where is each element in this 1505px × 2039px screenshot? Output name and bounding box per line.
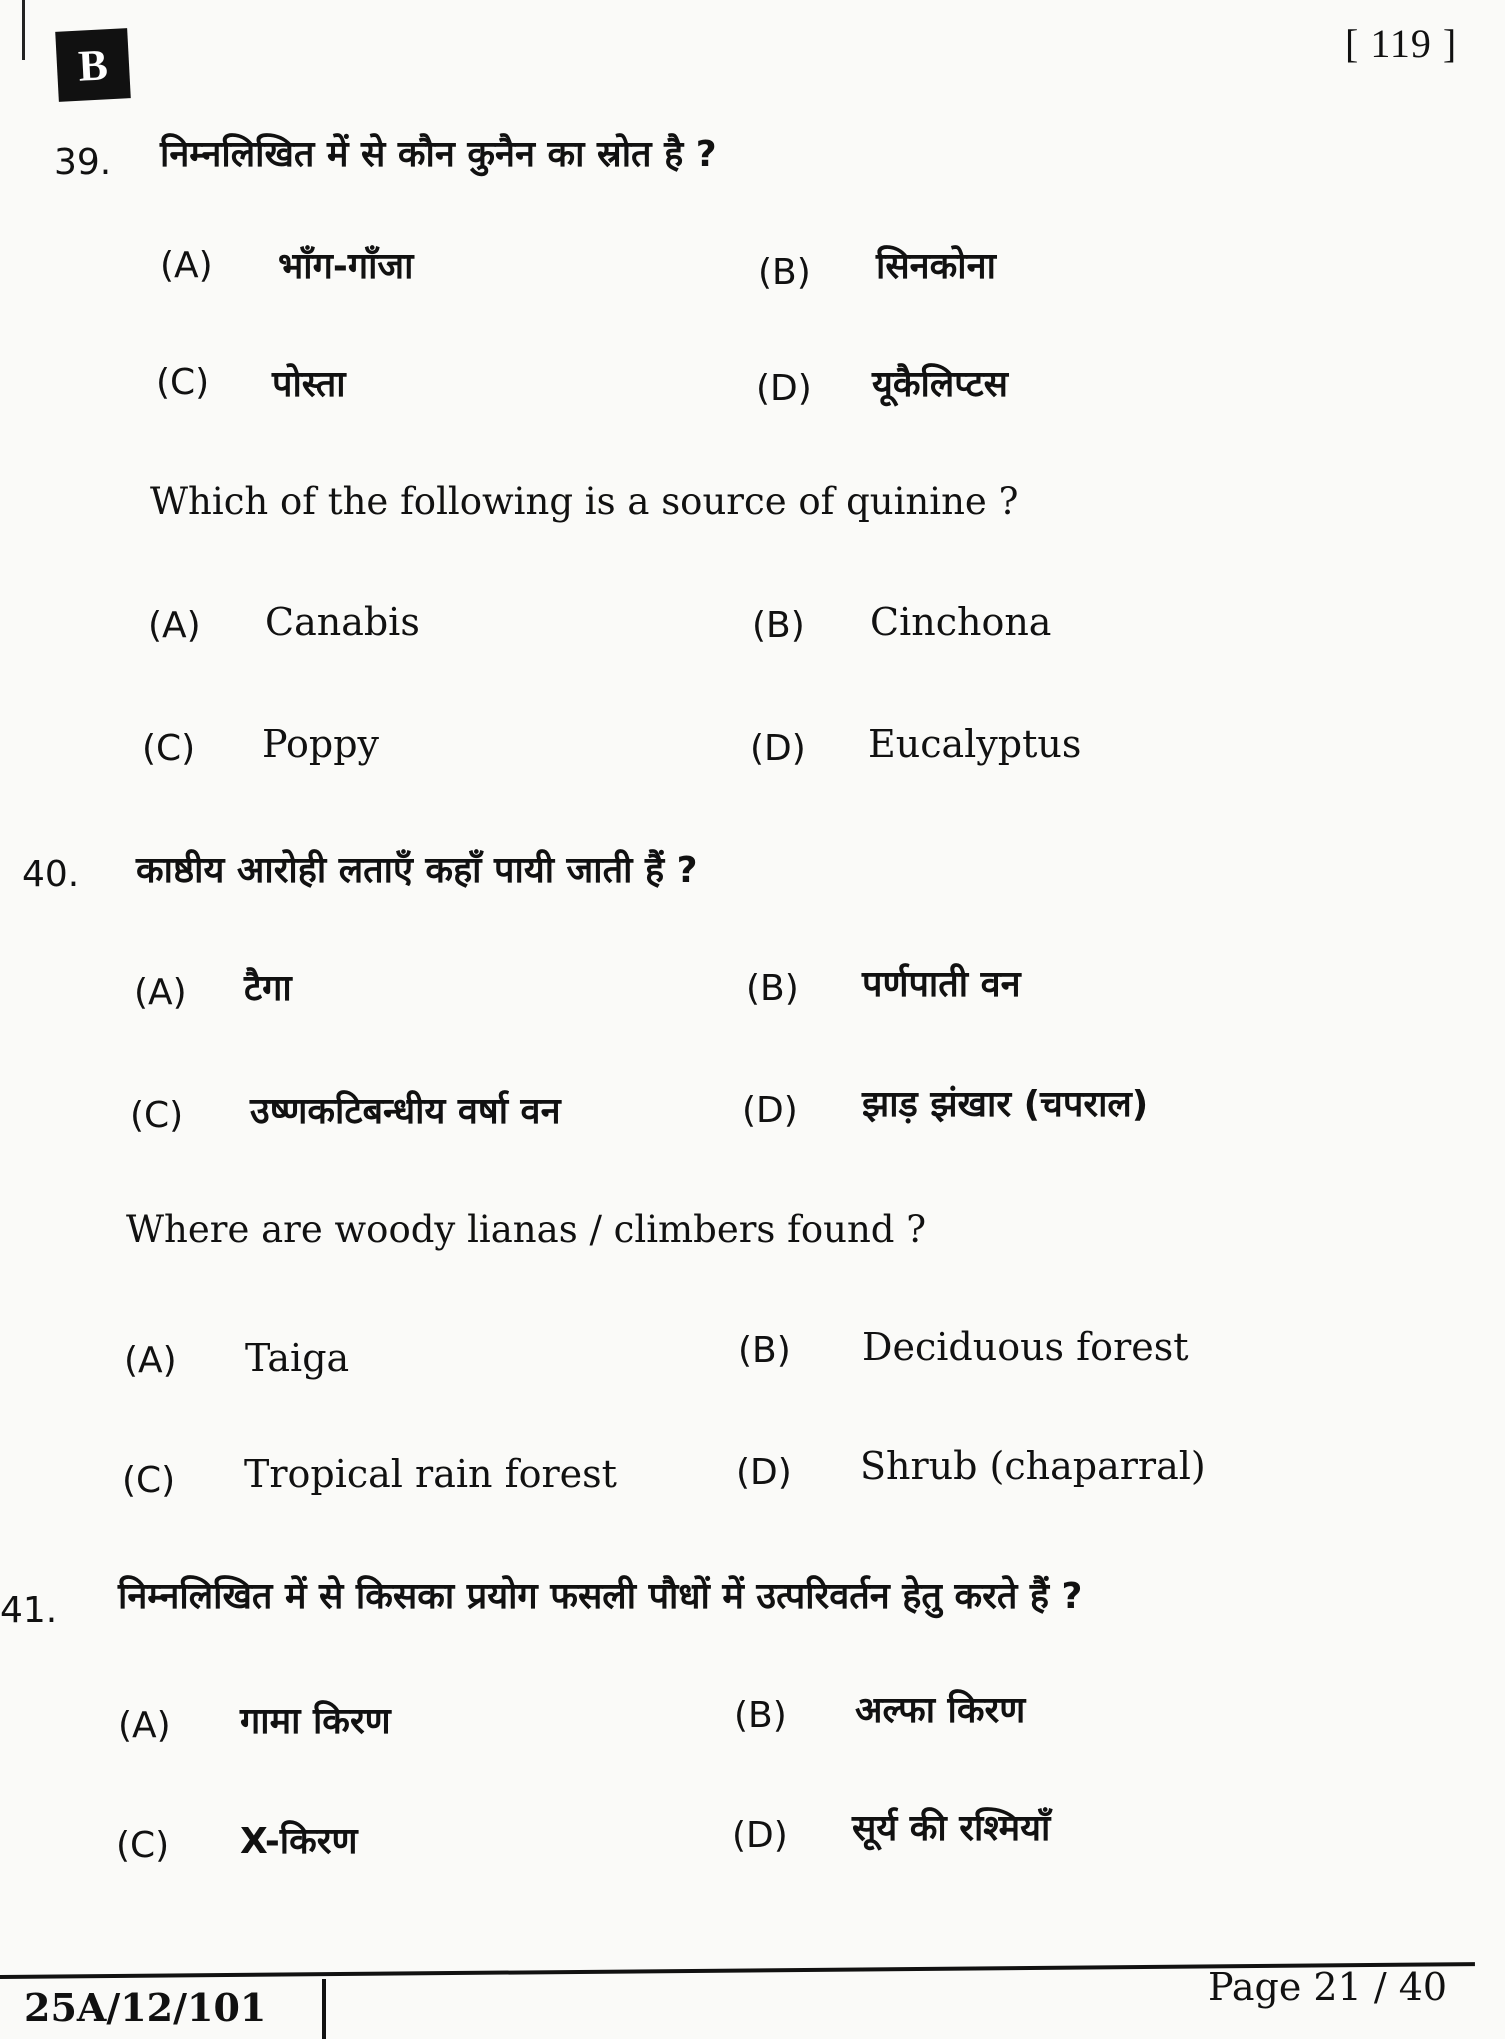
option-letter: (C) — [116, 1825, 170, 1866]
option-letter: (B) — [758, 252, 811, 293]
option-letter: (A) — [118, 1705, 171, 1746]
option-letter: (C) — [142, 728, 196, 769]
paper-code: 25A/12/101 — [24, 1985, 267, 2030]
option-text: Canabis — [265, 600, 420, 644]
option-text: Tropical rain forest — [244, 1452, 617, 1496]
question-text-english: Which of the following is a source of quinine ? — [150, 480, 1019, 523]
option-text: X-किरण — [240, 1821, 358, 1862]
page-code: [ 119 ] — [1345, 21, 1458, 66]
option-text: अल्फा किरण — [855, 1690, 1026, 1731]
option-letter: (C) — [156, 362, 210, 403]
series-label: B — [77, 39, 109, 91]
option-text: Deciduous forest — [862, 1325, 1189, 1369]
option-letter: (A) — [148, 605, 201, 646]
margin-rule — [22, 0, 25, 60]
option-letter: (B) — [746, 968, 799, 1009]
page-number: Page 21 / 40 — [1208, 1965, 1448, 2009]
question-text-hindi: निम्नलिखित में से कौन कुनैन का स्रोत है ? — [160, 134, 717, 175]
option-text: Poppy — [262, 722, 380, 766]
option-text: टैगा — [244, 968, 292, 1009]
option-text: सिनकोना — [876, 246, 996, 287]
option-letter: (A) — [134, 972, 187, 1013]
option-text: Cinchona — [870, 600, 1052, 644]
series-badge — [55, 28, 131, 102]
question-number: 41. — [0, 1590, 58, 1631]
option-text: Shrub (chaparral) — [860, 1444, 1206, 1488]
option-letter: (C) — [122, 1460, 176, 1501]
option-text: Eucalyptus — [868, 722, 1082, 766]
option-letter: (D) — [756, 368, 812, 409]
question-number: 40. — [22, 854, 80, 895]
option-letter: (A) — [124, 1340, 177, 1381]
option-text: सूर्य की रश्मियाँ — [852, 1808, 1051, 1849]
option-text: यूकैलिप्टस — [872, 364, 1009, 405]
option-text: पोस्ता — [272, 364, 346, 405]
question-text-english: Where are woody lianas / climbers found ? — [126, 1208, 927, 1251]
question-text-hindi: काष्ठीय आरोही लताएँ कहाँ पायी जाती हैं ? — [136, 850, 698, 891]
option-text: गामा किरण — [240, 1701, 391, 1742]
question-text-hindi: निम्नलिखित में से किसका प्रयोग फसली पौधों में उत्परिवर्तन हेतु करते हैं ? — [118, 1576, 1083, 1617]
option-text: उष्णकटिबन्धीय वर्षा वन — [250, 1091, 561, 1132]
option-text: Taiga — [245, 1336, 350, 1380]
option-letter: (B) — [752, 605, 805, 646]
option-letter: (A) — [160, 245, 213, 286]
option-letter: (D) — [736, 1452, 792, 1493]
option-letter: (D) — [732, 1815, 788, 1856]
option-text: झाड़ झंखार (चपराल) — [862, 1084, 1149, 1125]
option-letter: (D) — [750, 728, 806, 769]
option-letter: (B) — [738, 1330, 791, 1371]
option-letter: (C) — [130, 1095, 184, 1136]
question-number: 39. — [54, 142, 112, 183]
option-letter: (B) — [734, 1695, 787, 1736]
option-text: पर्णपाती वन — [862, 964, 1021, 1005]
option-letter: (D) — [742, 1090, 798, 1131]
option-text: भाँग-गाँजा — [278, 246, 414, 287]
